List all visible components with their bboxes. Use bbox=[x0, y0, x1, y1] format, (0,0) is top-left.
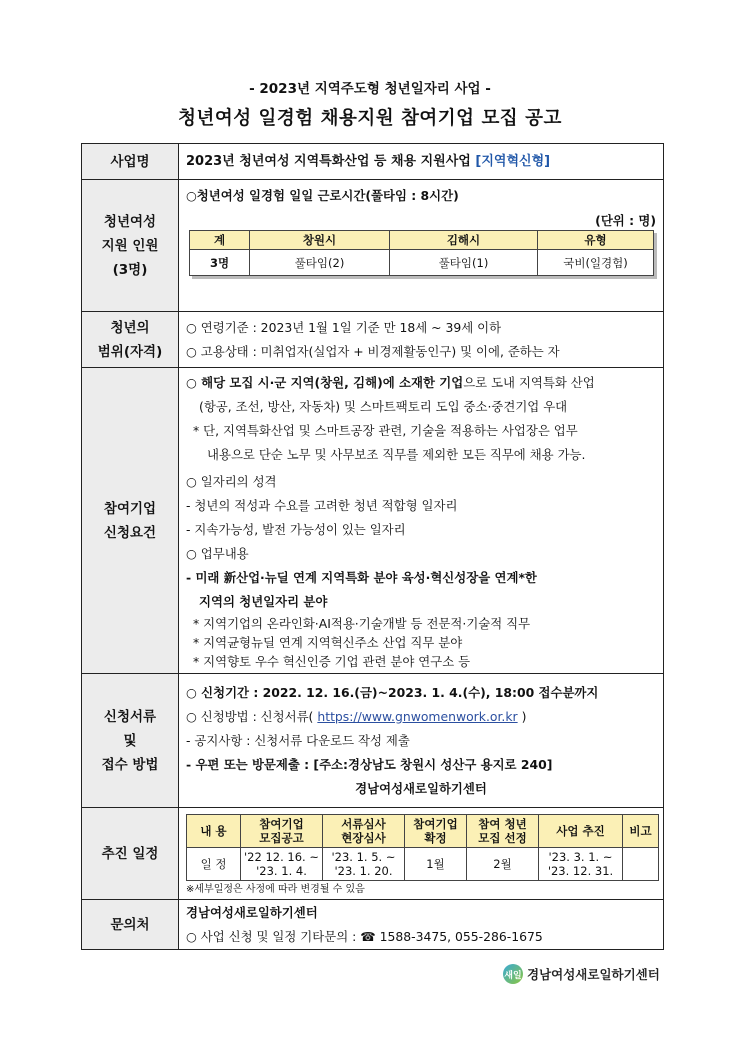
application-notice: - 공지사항 : 신청서류 다운로드 작성 제출 bbox=[186, 732, 410, 748]
application-mail: - 우편 또는 방문제출 : [주소:경상남도 창원시 성산구 용지로 240] bbox=[186, 756, 553, 772]
support-table-row: 3명 풀타임(2) 풀타임(1) 국비(일경험) bbox=[190, 250, 654, 276]
unit-label: (단위 : 명) bbox=[595, 213, 656, 228]
row-business-name bbox=[82, 144, 664, 180]
application-method: ○ 신청방법 : 신청서류( https://www.gnwomenwork.or.kr ) bbox=[186, 708, 527, 724]
work-detail-1: * 지역기업의 온라인화·AI적용·기술개발 등 전문적·기술적 직무 bbox=[193, 616, 531, 631]
contact-phone-line: ○ 사업 신청 및 일정 기타문의 : ☎ 1588-3475, 055-286-1675 bbox=[186, 928, 543, 944]
label-requirements: 참여기업 신청요건 bbox=[82, 368, 179, 674]
support-table-header: 계 창원시 김해시 유형 bbox=[190, 231, 654, 250]
label-business-name: 사업명 bbox=[82, 144, 179, 180]
age-criteria: ○ 연령기준 : 2023년 1월 1일 기준 만 18세 ~ 39세 이하 bbox=[186, 319, 502, 335]
schedule-values-row: 일 정 '22 12. 16. ~ '23. 1. 4. '23. 1. 5. ~ '23. 1. 20. 1월 2월 '23. 3. 1. ~ '23. 12. 31. bbox=[187, 848, 659, 881]
schedule-footnote: ※세부일정은 사정에 따라 변경될 수 있음 bbox=[186, 884, 365, 895]
document-title: 청년여성 일경험 채용지원 참여기업 모집 공고 bbox=[178, 108, 562, 129]
business-name-text: 2023년 청년여성 지역특화산업 등 채용 지원사업 bbox=[186, 153, 471, 169]
business-type-tag: [지역혁신형] bbox=[475, 153, 551, 169]
application-site-link[interactable]: https://www.gnwomenwork.or.kr bbox=[317, 708, 518, 724]
schedule-header-row: 내 용 참여기업 모집공고 서류심사 현장심사 참여기업 확정 참여 청년 모집 선정 사업 추진 비고 bbox=[187, 815, 659, 848]
work-detail-3: * 지역향토 우수 혁신인증 기업 관련 분야 연구소 등 bbox=[193, 654, 471, 669]
contact-org: 경남여성새로일하기센터 bbox=[186, 904, 318, 920]
row-support-count bbox=[82, 180, 664, 312]
organization-logo bbox=[503, 961, 660, 987]
exception-note: * 단, 지역특화산업 및 스마트공장 관련, 기술을 적용하는 사업장은 업무 bbox=[193, 423, 578, 438]
row-requirements bbox=[82, 368, 664, 674]
work-content-title: ○ 업무내용 bbox=[186, 546, 249, 561]
exception-note-cont: 내용으로 단순 노무 및 사무보조 직무를 제외한 모든 직무에 채용 가능. bbox=[207, 447, 586, 462]
label-scope: 청년의 범위(자격) bbox=[82, 312, 179, 368]
row-scope bbox=[82, 312, 664, 368]
telephone-icon: ☎ bbox=[360, 928, 376, 944]
announcement-table bbox=[81, 143, 664, 950]
label-contact: 문의처 bbox=[82, 900, 179, 950]
label-schedule: 추진 일정 bbox=[82, 808, 179, 900]
job-nature-2: - 지속가능성, 발전 가능성이 있는 일자리 bbox=[186, 522, 406, 537]
application-center: 경남여성새로일하기센터 bbox=[355, 780, 487, 796]
employment-status: ○ 고용상태 : 미취업자(실업자 + 비경제활동인구) 및 이에, 준하는 자 bbox=[186, 343, 560, 359]
job-nature-title: ○ 일자리의 성격 bbox=[186, 474, 277, 489]
label-application: 신청서류 및 접수 방법 bbox=[82, 674, 179, 808]
row-schedule bbox=[82, 808, 664, 900]
schedule-table bbox=[186, 814, 659, 881]
work-content-bold-1: - 미래 新산업·뉴딜 연계 지역특화 분야 육성·혁신성장을 연계*한 bbox=[186, 570, 537, 585]
region-requirement-cont: (항공, 조선, 방산, 자동차) 및 스마트팩토리 도입 중소·중견기업 우대 bbox=[199, 399, 568, 414]
work-hours-line: ○청년여성 일경험 일일 근로시간(풀타임 : 8시간) bbox=[186, 188, 459, 203]
logo-org-name: 경남여성새로일하기센터 bbox=[527, 967, 660, 982]
region-requirement: ○ 해당 모집 시·군 지역(창원, 김해)에 소재한 기업으로 도내 지역특화 산업 bbox=[186, 375, 595, 390]
work-detail-2: * 지역균형뉴딜 연계 지역혁신주소 산업 직무 분야 bbox=[193, 635, 463, 650]
job-nature-1: - 청년의 적성과 수요를 고려한 청년 적합형 일자리 bbox=[186, 498, 458, 513]
support-count-table bbox=[189, 230, 654, 276]
label-support-count: 청년여성 지원 인원 (3명) bbox=[82, 180, 179, 312]
work-content-bold-2: 지역의 청년일자리 분야 bbox=[199, 594, 328, 609]
row-contact bbox=[82, 900, 664, 950]
logo-mark-icon: 새일 bbox=[503, 964, 523, 984]
document-subtitle: - 2023년 지역주도형 청년일자리 사업 - bbox=[249, 81, 491, 97]
application-period: ○ 신청기간 : 2022. 12. 16.(금)~2023. 1. 4.(수), 18:00 접수분까지 bbox=[186, 684, 599, 700]
row-application bbox=[82, 674, 664, 808]
